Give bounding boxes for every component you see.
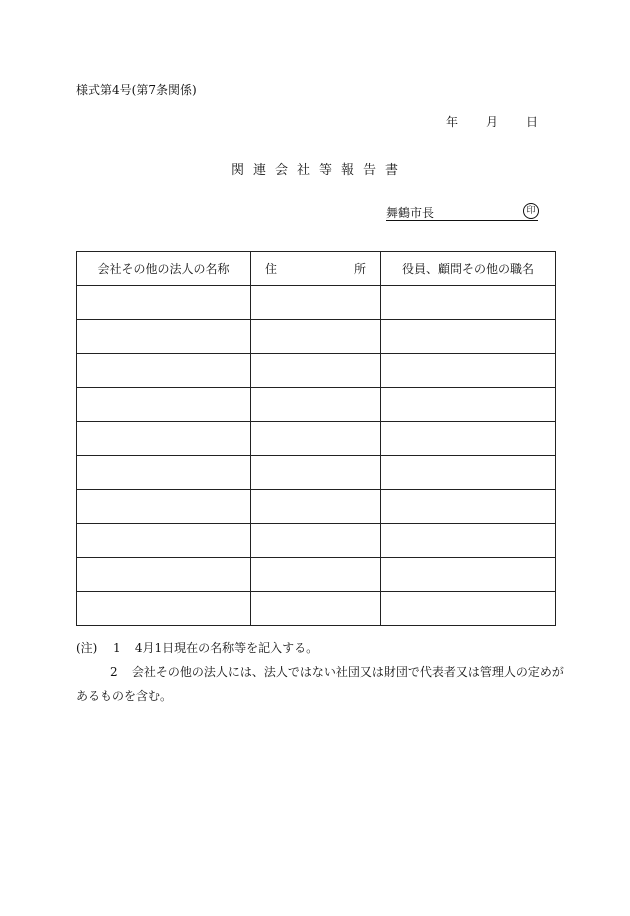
date-year-label: 年 [445, 115, 458, 129]
cell-position[interactable] [381, 490, 556, 524]
cell-address[interactable] [251, 354, 381, 388]
table-row [77, 422, 556, 456]
table-row [77, 388, 556, 422]
table-row [77, 286, 556, 320]
date-month-label: 月 [485, 115, 498, 129]
company-report-table [76, 251, 556, 626]
cell-position[interactable] [381, 592, 556, 626]
date-line [446, 113, 538, 130]
notes-section [76, 636, 564, 708]
cell-address[interactable] [251, 524, 381, 558]
cell-address[interactable] [251, 422, 381, 456]
cell-address[interactable] [251, 558, 381, 592]
cell-company-name[interactable] [77, 490, 251, 524]
document-title: 関連会社等報告書 [230, 163, 407, 178]
cell-position[interactable] [381, 456, 556, 490]
header-address-part1: 住 [265, 262, 278, 276]
header-address [251, 252, 381, 286]
cell-address[interactable] [251, 388, 381, 422]
table-row [77, 490, 556, 524]
cell-position[interactable] [381, 524, 556, 558]
table-row [77, 558, 556, 592]
cell-address[interactable] [251, 286, 381, 320]
note-continuation: あるものを含む。 [76, 689, 173, 703]
addressee-line [386, 203, 538, 221]
addressee-name: 舞鶴市長 [386, 206, 435, 220]
table-row [77, 354, 556, 388]
table-header-row [77, 252, 556, 286]
cell-address[interactable] [251, 456, 381, 490]
cell-position[interactable] [381, 286, 556, 320]
date-day-label: 日 [525, 115, 538, 129]
header-position: 役員、顧問その他の職名 [381, 252, 556, 286]
table-row [77, 524, 556, 558]
cell-company-name[interactable] [77, 422, 251, 456]
notes-label: (注) [76, 641, 98, 655]
note-text: 会社その他の法人には、法人ではない社団又は財団で代表者又は管理人の定めが [131, 665, 564, 679]
note-text: 4月1日現在の名称等を記入する。 [134, 641, 319, 655]
cell-company-name[interactable] [77, 354, 251, 388]
note-number: 2 [110, 665, 118, 679]
seal-mark: 印 [523, 203, 539, 219]
cell-position[interactable] [381, 320, 556, 354]
cell-address[interactable] [251, 320, 381, 354]
cell-company-name[interactable] [77, 456, 251, 490]
table-row [77, 456, 556, 490]
header-company-name: 会社その他の法人の名称 [77, 252, 251, 286]
cell-position[interactable] [381, 354, 556, 388]
cell-company-name[interactable] [77, 286, 251, 320]
cell-company-name[interactable] [77, 388, 251, 422]
cell-position[interactable] [381, 422, 556, 456]
cell-position[interactable] [381, 558, 556, 592]
cell-position[interactable] [381, 388, 556, 422]
cell-company-name[interactable] [77, 558, 251, 592]
cell-address[interactable] [251, 592, 381, 626]
cell-company-name[interactable] [77, 524, 251, 558]
note-number: 1 [113, 641, 121, 655]
form-number: 様式第4号(第7条関係) [76, 83, 197, 97]
table-row [77, 320, 556, 354]
cell-company-name[interactable] [77, 320, 251, 354]
cell-company-name[interactable] [77, 592, 251, 626]
cell-address[interactable] [251, 490, 381, 524]
table-row [77, 592, 556, 626]
header-address-part2: 所 [353, 262, 366, 276]
